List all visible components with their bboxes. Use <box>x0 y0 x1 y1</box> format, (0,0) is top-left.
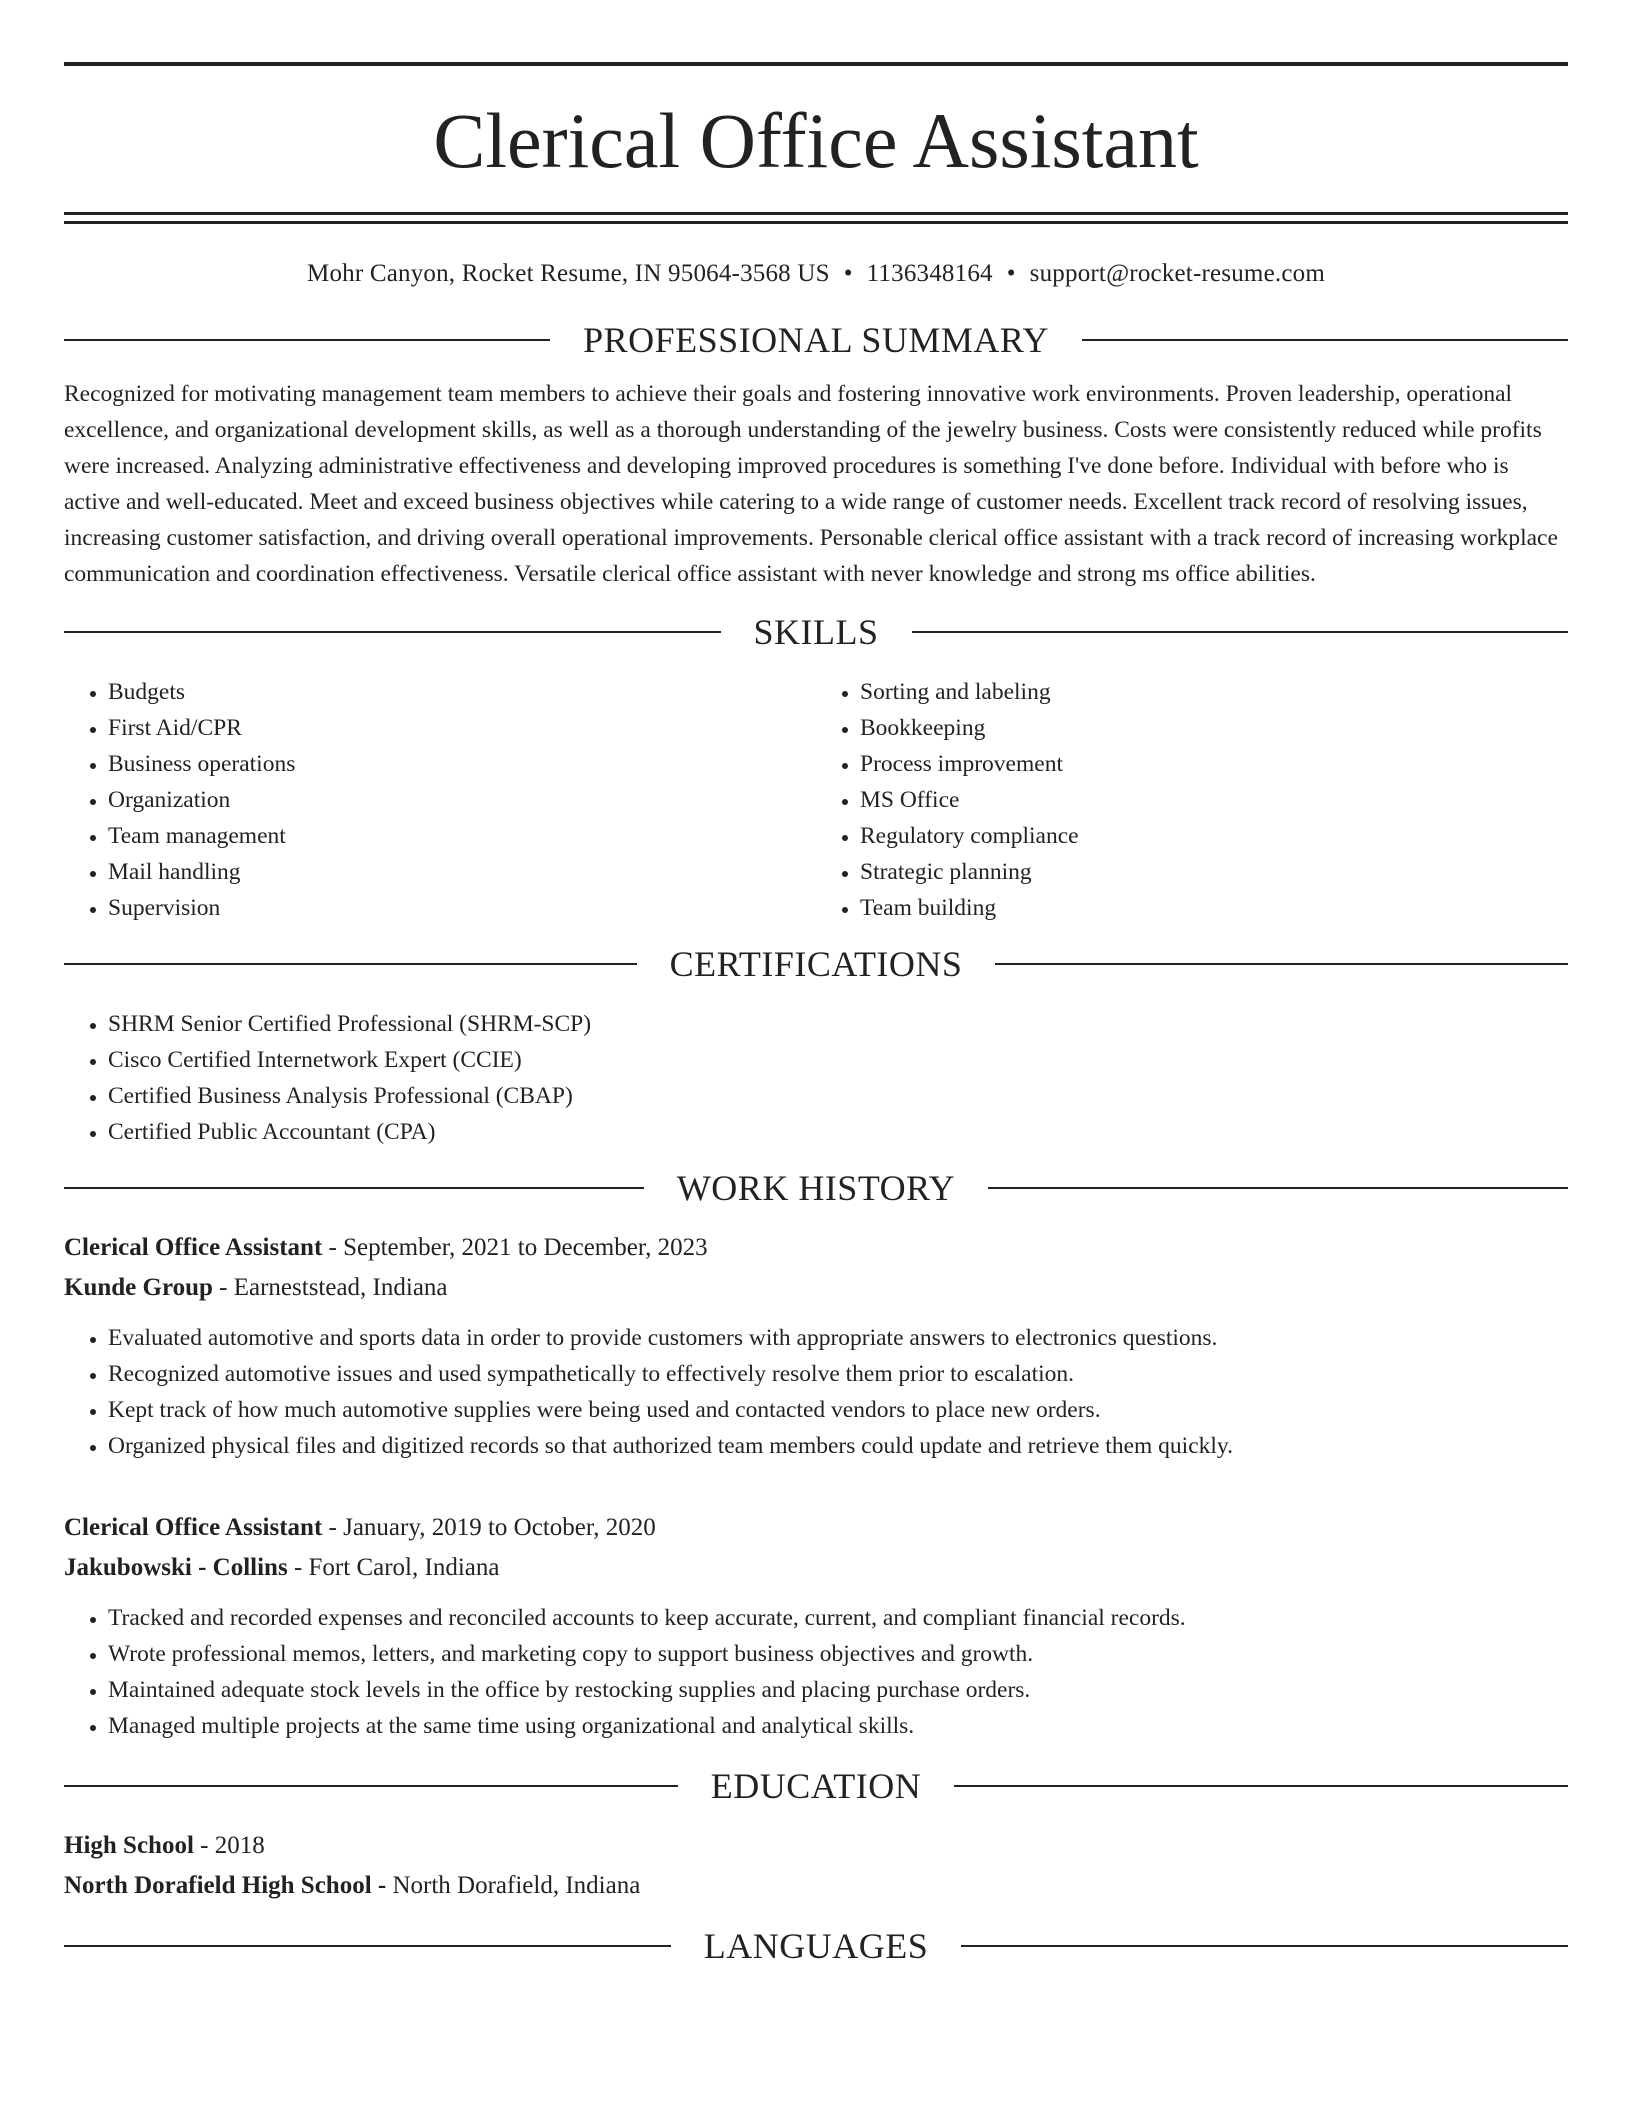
job-bullet: • Tracked and recorded expenses and reconciled accounts to keep accurate, current, and compliant financial records. <box>108 1600 1568 1636</box>
certification-item: • Cisco Certified Internetwork Expert (CCIE) <box>108 1042 1568 1078</box>
job-bullet: • Organized physical files and digitized records so that authorized team members could update and retrieve them quickly. <box>108 1428 1568 1464</box>
skill-item: • Bookkeeping <box>860 710 1568 746</box>
job-bullet: • Managed multiple projects at the same time using organizational and analytical skills. <box>108 1708 1568 1744</box>
certifications-list <box>64 1006 1568 1150</box>
education-entry <box>64 1826 1568 1906</box>
divider-line <box>961 1945 1568 1947</box>
summary-text: Recognized for motivating management team members to achieve their goals and fostering innovative work environments. Proven leadership, operational excellence, and organizational development skills, as well as a thorough understanding of the jewelry business. Costs were consistently reduced while profits were increased. Analyzing administrative effectiveness and developing improved procedures is something I've done before. Individual with before who is active and well-educated. Meet and exceed business objectives while catering to a wide range of customer needs. Excellent track record of resolving issues, increasing customer satisfaction, and driving overall operational improvements. Personable clerical office assistant with a track record of increasing workplace communication and coordination effectiveness. Versatile clerical office assistant with never knowledge and strong ms office abilities. <box>64 381 1558 587</box>
page-title: Clerical Office Assistant <box>433 97 1199 184</box>
section-title: LANGUAGES <box>703 1926 929 1966</box>
section-title: SKILLS <box>753 612 879 652</box>
contact-line <box>64 260 1568 288</box>
education-location: North Dorafield, Indiana <box>392 1872 641 1899</box>
section-title: PROFESSIONAL SUMMARY <box>583 320 1049 360</box>
job-company-line <box>64 1268 1568 1308</box>
title-rule-upper <box>64 212 1568 215</box>
top-rule <box>64 62 1568 66</box>
skills-column-left <box>64 674 816 926</box>
skill-item: • Regulatory compliance <box>860 818 1568 854</box>
job-company: Jakubowski - Collins <box>64 1554 288 1581</box>
divider-line <box>912 631 1569 633</box>
job-bullet: • Wrote professional memos, letters, and marketing copy to support business objectives and growth. <box>108 1636 1568 1672</box>
job-dates: - January, 2019 to October, 2020 <box>322 1514 656 1541</box>
job-entry <box>64 1508 1568 1744</box>
divider-line <box>64 1187 644 1189</box>
skills-column-right <box>816 674 1568 926</box>
education-year: - 2018 <box>193 1832 265 1859</box>
certification-item: • Certified Business Analysis Professional (CBAP) <box>108 1078 1568 1114</box>
skill-item: • Strategic planning <box>860 854 1568 890</box>
section-header-certifications <box>64 946 1568 982</box>
skill-item: • Team management <box>108 818 816 854</box>
contact-address: Mohr Canyon, Rocket Resume, IN 95064-3568 US <box>307 260 830 287</box>
skill-item: • Process improvement <box>860 746 1568 782</box>
section-header-summary <box>64 322 1568 358</box>
section-title: WORK HISTORY <box>676 1168 956 1208</box>
job-bullet: • Evaluated automotive and sports data in order to provide customers with appropriate answers to electronics questions. <box>108 1320 1568 1356</box>
job-dates: - September, 2021 to December, 2023 <box>322 1234 708 1261</box>
skill-item: • Team building <box>860 890 1568 926</box>
job-bullet: • Recognized automotive issues and used sympathetically to effectively resolve them prior to escalation. <box>108 1356 1568 1392</box>
title-rule-lower <box>64 221 1568 224</box>
job-bullets <box>64 1600 1568 1744</box>
job-entry <box>64 1228 1568 1464</box>
skill-item: • MS Office <box>860 782 1568 818</box>
section-title: EDUCATION <box>710 1766 922 1806</box>
section-header-education <box>64 1768 1568 1804</box>
job-bullet: • Kept track of how much automotive supplies were being used and contacted vendors to place new orders. <box>108 1392 1568 1428</box>
divider-line <box>64 963 637 965</box>
contact-phone: 1136348164 <box>866 260 993 287</box>
job-title: Clerical Office Assistant <box>64 1234 323 1261</box>
job-title-line <box>64 1508 1568 1548</box>
job-location: - Earneststead, Indiana <box>212 1274 448 1301</box>
divider-line <box>954 1785 1568 1787</box>
divider-line <box>64 631 721 633</box>
contact-separator: • <box>1006 260 1016 287</box>
skill-item: • Mail handling <box>108 854 816 890</box>
job-bullets <box>64 1320 1568 1464</box>
education-school: North Dorafield High School - <box>64 1872 393 1899</box>
certification-item: • SHRM Senior Certified Professional (SHRM-SCP) <box>108 1006 1568 1042</box>
divider-line <box>988 1187 1568 1189</box>
certification-item: • Certified Public Accountant (CPA) <box>108 1114 1568 1150</box>
divider-line <box>1082 339 1568 341</box>
job-title: Clerical Office Assistant <box>64 1514 323 1541</box>
divider-line <box>64 1785 678 1787</box>
divider-line <box>995 963 1568 965</box>
skill-item: • Business operations <box>108 746 816 782</box>
skill-item: • First Aid/CPR <box>108 710 816 746</box>
contact-separator: • <box>843 260 853 287</box>
education-degree: High School <box>64 1832 194 1859</box>
skill-item: • Budgets <box>108 674 816 710</box>
divider-line <box>64 1945 671 1947</box>
job-bullet: • Maintained adequate stock levels in the office by restocking supplies and placing purchase orders. <box>108 1672 1568 1708</box>
skills-list <box>64 674 1568 926</box>
contact-email: support@rocket-resume.com <box>1029 260 1325 287</box>
skill-item: • Supervision <box>108 890 816 926</box>
job-company: Kunde Group <box>64 1274 213 1301</box>
job-company-line <box>64 1548 1568 1588</box>
education-degree-line <box>64 1826 1568 1866</box>
job-title-line <box>64 1228 1568 1268</box>
skill-item: • Sorting and labeling <box>860 674 1568 710</box>
section-header-skills <box>64 614 1568 650</box>
education-school-line <box>64 1866 1568 1906</box>
section-title: CERTIFICATIONS <box>669 944 963 984</box>
skill-item: • Organization <box>108 782 816 818</box>
section-header-languages <box>64 1928 1568 1964</box>
section-header-work-history <box>64 1170 1568 1206</box>
job-location: - Fort Carol, Indiana <box>287 1554 500 1581</box>
divider-line <box>64 339 550 341</box>
